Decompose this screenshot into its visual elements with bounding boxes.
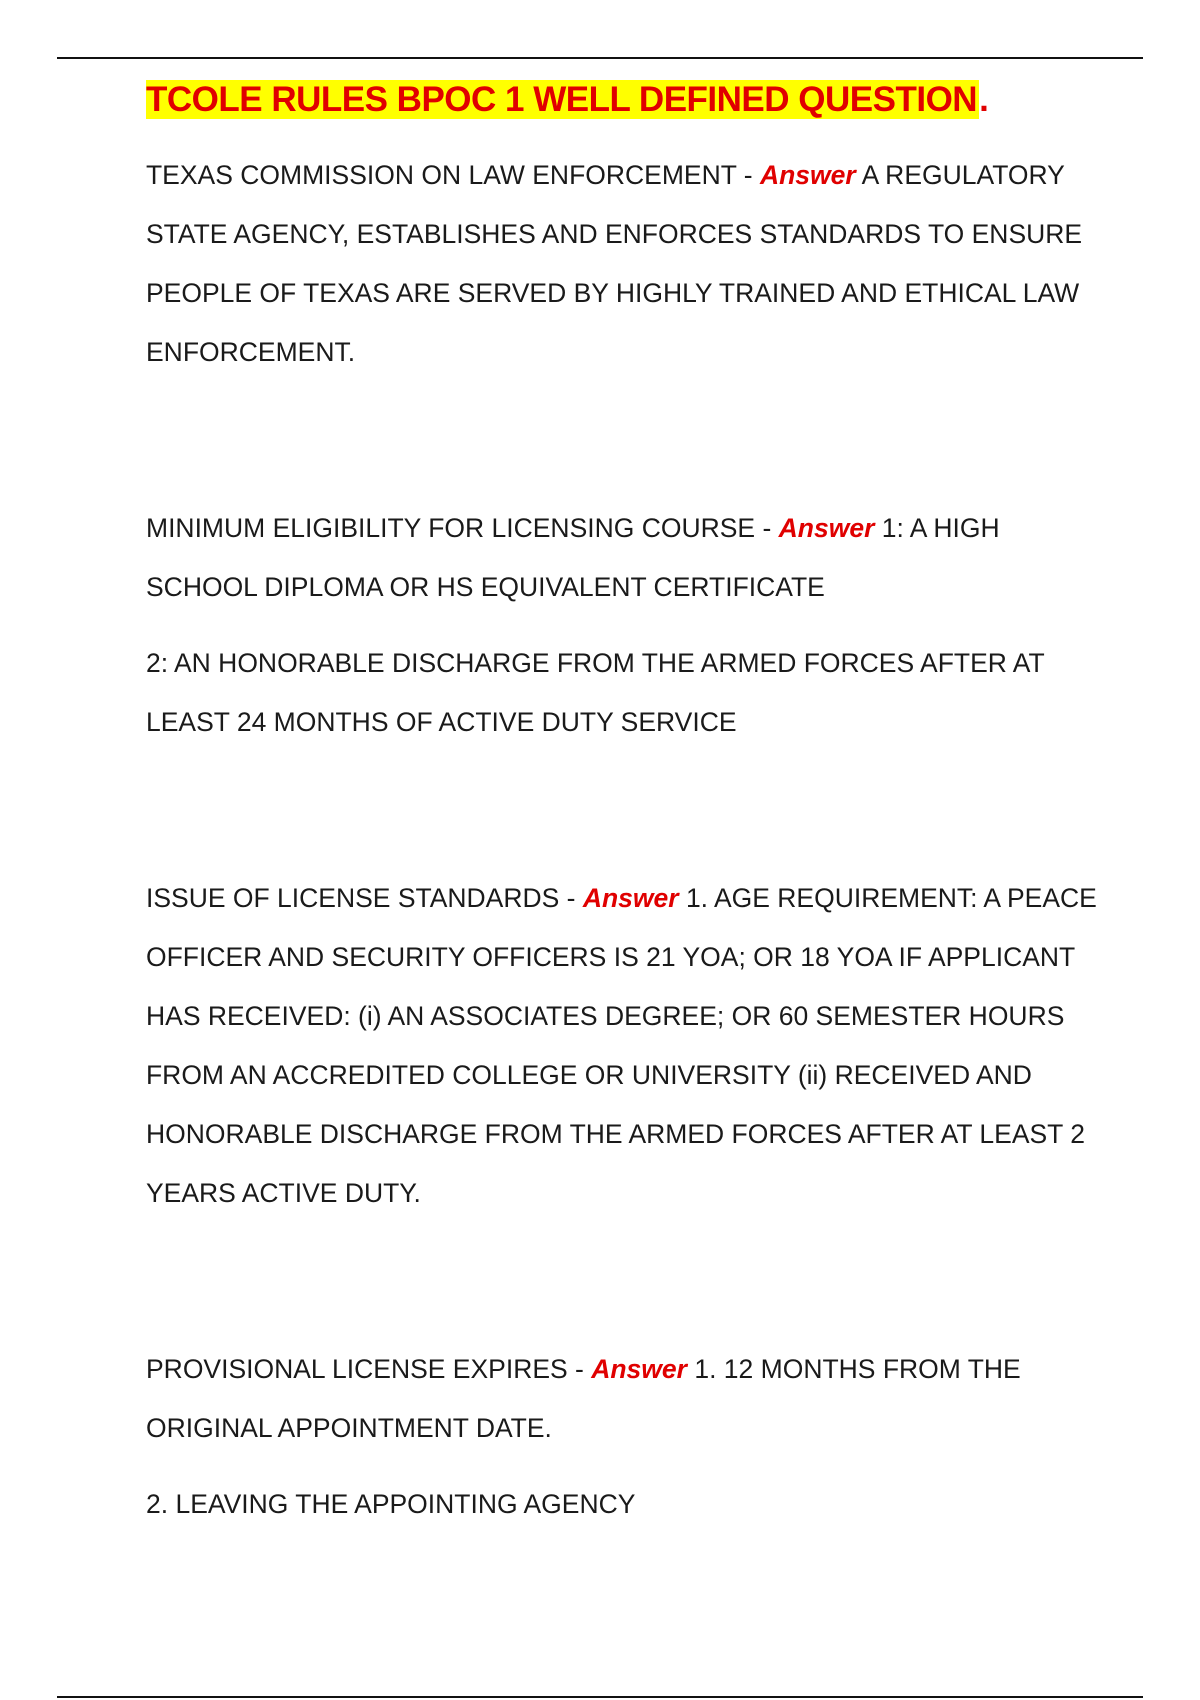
page-title bbox=[146, 70, 1106, 130]
answer-continuation: 2. LEAVING THE APPOINTING AGENCY bbox=[146, 1489, 636, 1519]
answer-text: 1. AGE REQUIREMENT: A PEACE OFFICER AND SECURITY OFFICERS IS 21 YOA; OR 18 YOA IF APPLICANT HAS RECEIVED: (i) AN ASSOCIATES DEGREE; OR 60 SEMESTER HOURS FROM AN ACCREDITED COLLEGE OR UNIVERSITY (ii) RECEIVED AND HONORABLE DISCHARGE FROM THE ARMED FORCES AFTER AT LEAST 2 YEARS ACTIVE DUTY. bbox=[146, 883, 1097, 1208]
qa-entry bbox=[146, 869, 1106, 1223]
qa-entry bbox=[146, 499, 1106, 617]
question-text: TEXAS COMMISSION ON LAW ENFORCEMENT - bbox=[146, 160, 760, 190]
answer-continuation: 2: AN HONORABLE DISCHARGE FROM THE ARMED FORCES AFTER AT LEAST 24 MONTHS OF ACTIVE DUTY SERVICE bbox=[146, 648, 1045, 737]
answer-text: A REGULATORY STATE AGENCY, ESTABLISHES AND ENFORCES STANDARDS TO ENSURE PEOPLE OF TEXAS ARE SERVED BY HIGHLY TRAINED AND ETHICAL LAW ENFORCEMENT. bbox=[146, 160, 1083, 367]
answer-text: 1. 12 MONTHS FROM THE ORIGINAL APPOINTMENT DATE. bbox=[146, 1354, 1021, 1443]
qa-entry bbox=[146, 146, 1106, 382]
qa-entry bbox=[146, 1340, 1106, 1458]
question-text: MINIMUM ELIGIBILITY FOR LICENSING COURSE - bbox=[146, 513, 779, 543]
title-punctuation: . bbox=[979, 80, 989, 119]
top-divider bbox=[57, 57, 1143, 59]
answer-label: Answer bbox=[759, 160, 856, 190]
answer-text: 1: A HIGH SCHOOL DIPLOMA OR HS EQUIVALENT CERTIFICATE bbox=[146, 513, 1000, 602]
question-text: ISSUE OF LICENSE STANDARDS - bbox=[146, 883, 583, 913]
title-text: TCOLE RULES BPOC 1 WELL DEFINED QUESTION bbox=[146, 80, 978, 119]
question-text: PROVISIONAL LICENSE EXPIRES - bbox=[146, 1354, 592, 1384]
bottom-divider bbox=[57, 1696, 1143, 1698]
document-body bbox=[146, 70, 1106, 1534]
answer-label: Answer bbox=[582, 883, 679, 913]
answer-label: Answer bbox=[591, 1354, 687, 1384]
answer-label: Answer bbox=[778, 513, 875, 543]
